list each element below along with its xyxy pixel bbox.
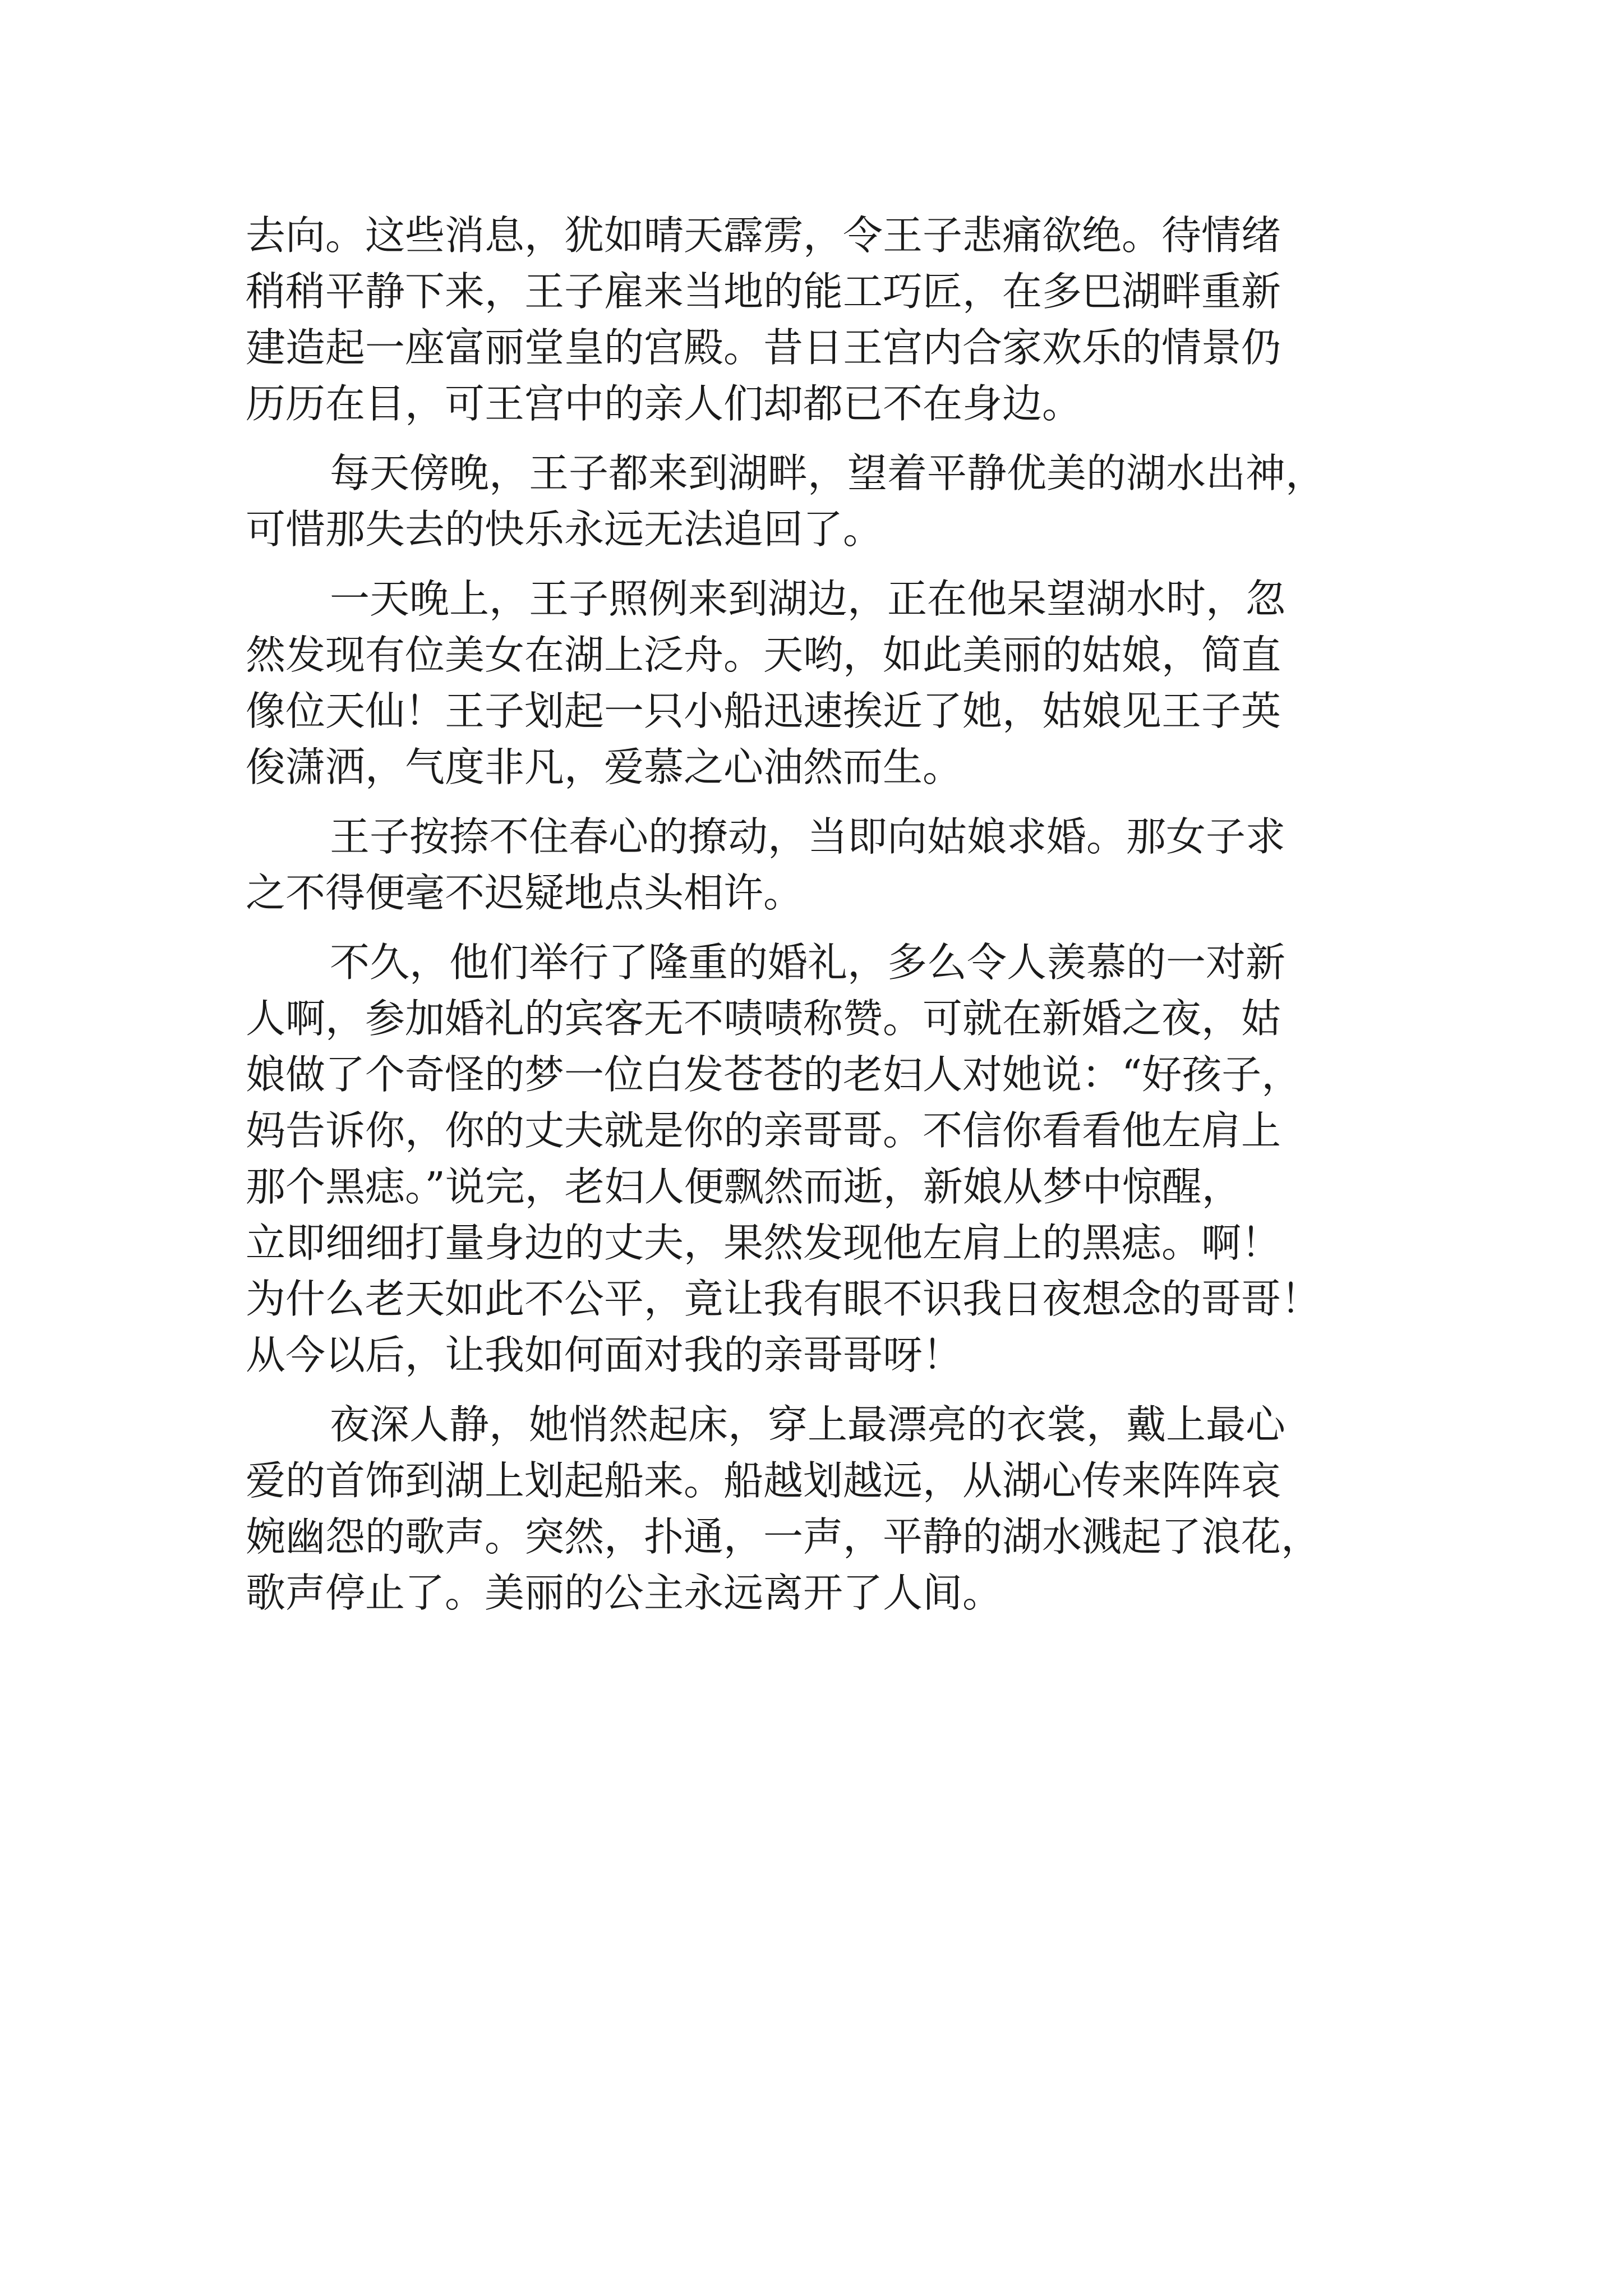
story-paragraph xyxy=(246,445,1395,558)
text-line: 每天傍晚，王子都来到湖畔，望着平静优美的湖水出神， xyxy=(330,450,1326,496)
text-line: 像位天仙！王子划起一只小船迅速挨近了她，姑娘见王子英 xyxy=(246,688,1281,734)
text-line: 一天晚上，王子照例来到湖边，正在他呆望湖水时，忽 xyxy=(330,576,1286,622)
text-line: 历历在目，可王宫中的亲人们却都已不在身边。 xyxy=(246,380,1082,427)
text-line: 然发现有位美女在湖上泛舟。天哟，如此美丽的姑娘，简直 xyxy=(246,632,1281,678)
story-paragraph xyxy=(246,571,1395,795)
story-paragraph xyxy=(246,208,1395,432)
text-line: 王子按捺不住春心的撩动，当即向姑娘求婚。那女子求 xyxy=(330,813,1286,860)
text-line: 立即细细打量身边的丈夫，果然发现他左肩上的黑痣。啊！ xyxy=(246,1220,1281,1266)
text-line: 夜深人静，她悄然起床，穿上最漂亮的衣裳，戴上最心 xyxy=(330,1401,1286,1448)
text-line: 不久，他们举行了隆重的婚礼，多么令人羡慕的一对新 xyxy=(330,939,1286,986)
text-line: 娘做了个奇怪的梦一位白发苍苍的老妇人对她说：“好孩子， xyxy=(246,1051,1302,1098)
text-line: 爱的首饰到湖上划起船来。船越划越远，从湖心传来阵阵哀 xyxy=(246,1457,1281,1504)
text-line: 婉幽怨的歌声。突然，扑通，一声，平静的湖水溅起了浪花， xyxy=(246,1513,1321,1560)
story-paragraph xyxy=(246,1397,1395,1621)
text-line: 为什么老天如此不公平，竟让我有眼不识我日夜想念的哥哥！ xyxy=(246,1276,1321,1322)
story-paragraph xyxy=(246,809,1395,921)
story-paragraph xyxy=(246,935,1395,1383)
text-line: 歌声停止了。美丽的公主永远离开了人间。 xyxy=(246,1570,1003,1616)
text-line: 之不得便毫不迟疑地点头相许。 xyxy=(246,869,804,916)
text-line: 从今以后，让我如何面对我的亲哥哥呀！ xyxy=(246,1332,963,1378)
story-text xyxy=(246,208,1395,1635)
text-line: 稍稍平静下来，王子雇来当地的能工巧匠，在多巴湖畔重新 xyxy=(246,268,1281,315)
text-line: 去向。这些消息，犹如晴天霹雳，令王子悲痛欲绝。待情绪 xyxy=(246,212,1281,259)
text-line: 建造起一座富丽堂皇的宫殿。昔日王宫内合家欢乐的情景仍 xyxy=(246,324,1281,371)
text-line: 俊潇洒，气度非凡，爱慕之心油然而生。 xyxy=(246,744,963,790)
text-line: 那个黑痣。”说完，老妇人便飘然而逝，新娘从梦中惊醒， xyxy=(246,1163,1242,1210)
text-line: 人啊，参加婚礼的宾客无不啧啧称赞。可就在新婚之夜，姑 xyxy=(246,995,1281,1042)
text-line: 妈告诉你，你的丈夫就是你的亲哥哥。不信你看看他左肩上 xyxy=(246,1107,1281,1154)
text-line: 可惜那失去的快乐永远无法追回了。 xyxy=(246,506,883,553)
